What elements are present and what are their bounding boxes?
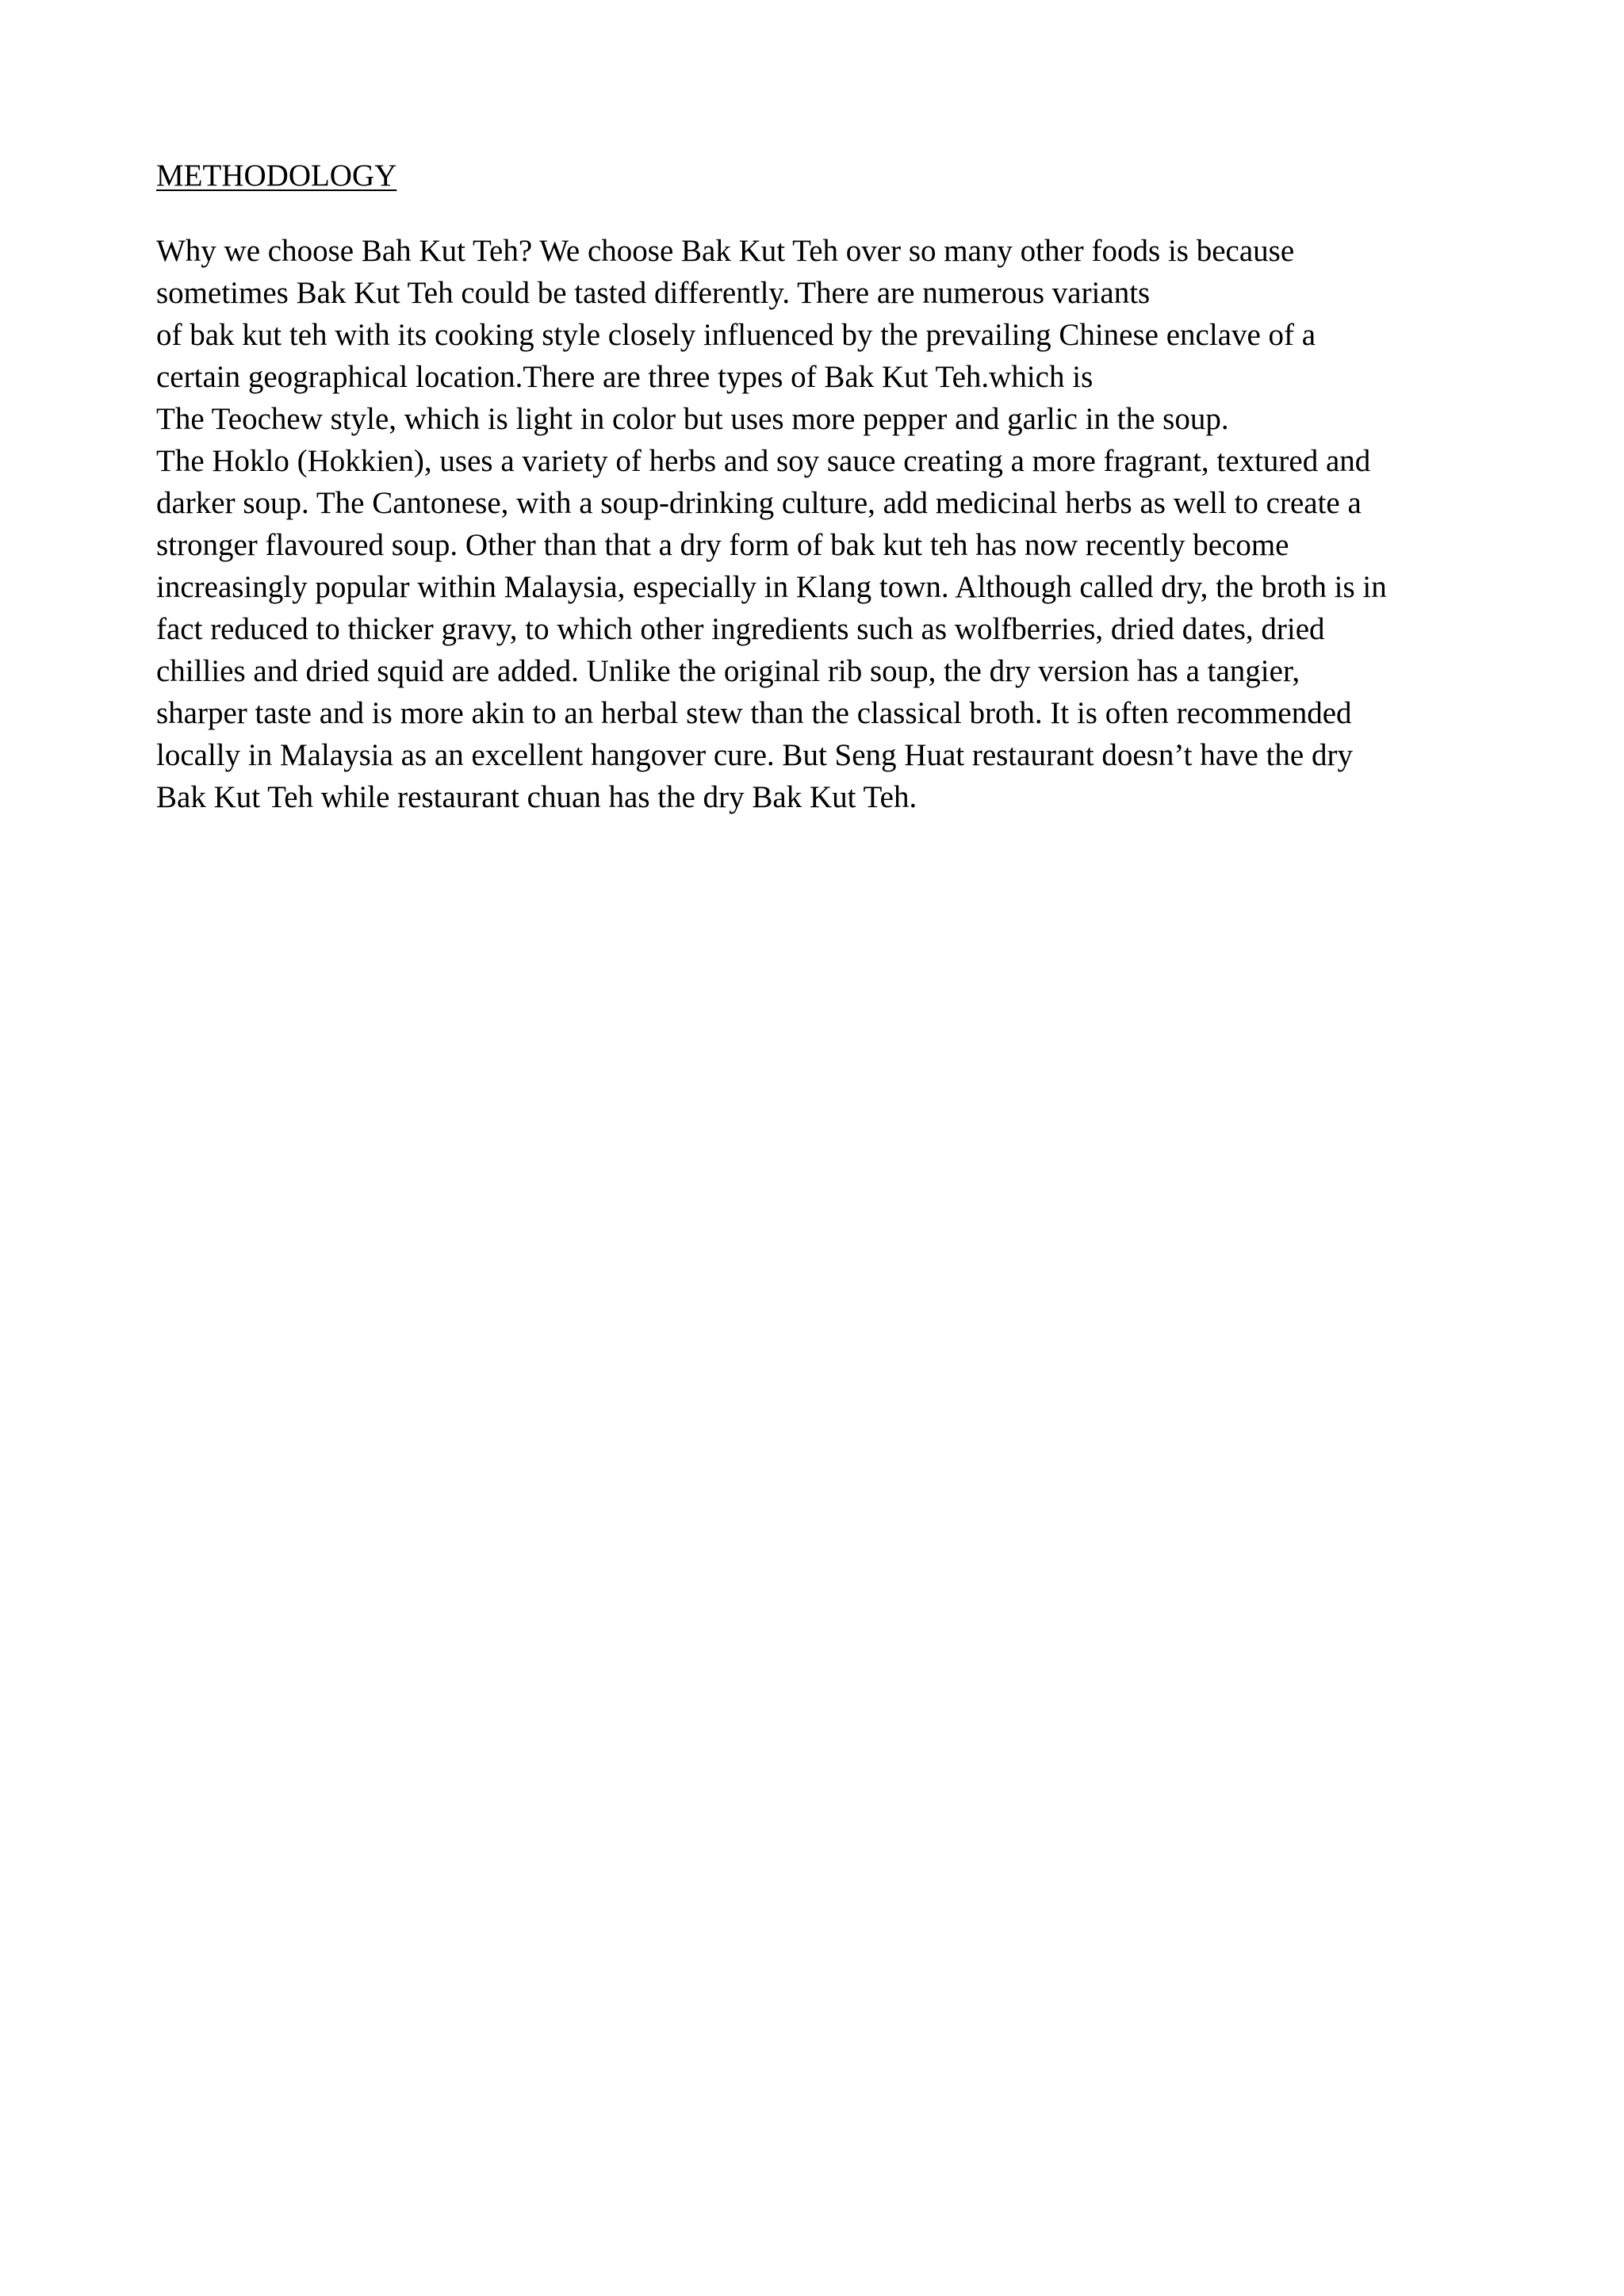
text-line: The Teochew style, which is light in color but uses more pepper and garlic in the soup. — [156, 402, 1229, 436]
text-line: Why we choose Bah Kut Teh? We choose Bak Kut Teh over so many other foods is because — [156, 234, 1295, 268]
text-line: sometimes Bak Kut Teh could be tasted differently. There are numerous variants — [156, 276, 1151, 310]
body-paragraph — [156, 230, 1504, 818]
text-line: The Hoklo (Hokkien), uses a variety of herbs and soy sauce creating a more fragrant, textured and — [156, 444, 1371, 478]
section-heading: METHODOLOGY — [156, 159, 397, 193]
text-line: increasingly popular within Malaysia, especially in Klang town. Although called dry, the broth is in — [156, 570, 1387, 604]
text-line: Bak Kut Teh while restaurant chuan has the dry Bak Kut Teh. — [156, 780, 917, 814]
text-line: sharper taste and is more akin to an herbal stew than the classical broth. It is often recommended — [156, 696, 1352, 730]
text-line: locally in Malaysia as an excellent hangover cure. But Seng Huat restaurant doesn’t have the dry — [156, 738, 1353, 772]
text-line: chillies and dried squid are added. Unlike the original rib soup, the dry version has a tangier, — [156, 654, 1300, 688]
text-line: certain geographical location.There are three types of Bak Kut Teh.which is — [156, 360, 1094, 394]
text-line: of bak kut teh with its cooking style closely influenced by the prevailing Chinese enclave of a — [156, 318, 1316, 352]
text-line: darker soup. The Cantonese, with a soup-drinking culture, add medicinal herbs as well to create a — [156, 486, 1362, 520]
text-line: fact reduced to thicker gravy, to which other ingredients such as wolfberries, dried dates, dried — [156, 612, 1325, 646]
text-line: stronger flavoured soup. Other than that a dry form of bak kut teh has now recently become — [156, 528, 1289, 562]
